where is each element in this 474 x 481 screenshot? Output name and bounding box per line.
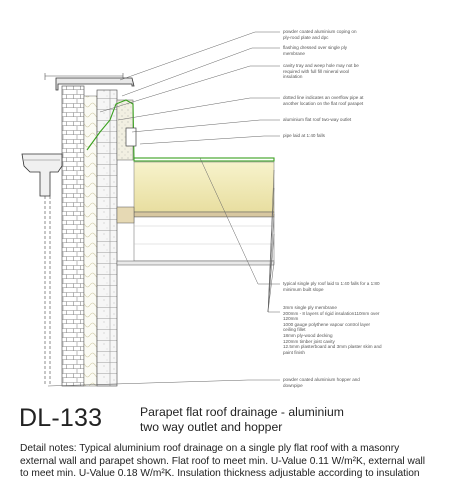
roof-outlet — [126, 128, 136, 146]
annotation-hopper: powder coated aluminium hopper and downpipe — [283, 377, 360, 388]
outer-brick-leaf — [62, 86, 84, 386]
roof-ply-deck — [134, 212, 274, 217]
detail-code: DL-133 — [19, 404, 103, 432]
annotation-buildup: 3mm single ply membrane 200mm - 8 layers of rigid insulation110mm over 120mm 1000 gauge polythene vapour control layer ceiling fillet 18mm ply-wood decking 120mm timber joist cavity 12.5mm plasterboard and 3mm plaster skim and paint finish — [283, 305, 382, 355]
hopper — [22, 154, 62, 196]
detail-notes: Detail notes: Typical aluminium roof drainage on a single ply flat roof with a masonry external wall and parapet shown. Flat roof to meet min. U-Value 0.11 W/m²K, external wall to meet min. U-Value 0.18 W/m²K. Insulation thickness adjustable according to insulation — [20, 443, 426, 480]
annotation-pipe: pipe laid at 1:40 falls — [283, 133, 325, 138]
roof-insulation — [134, 162, 274, 212]
detail-title: Parapet flat roof drainage - aluminium two way outlet and hopper — [140, 405, 344, 434]
plasterboard-ceiling — [117, 261, 274, 265]
annotation-fall: typical single ply roof laid to 1:40 falls for a 1:80 minimum built slope — [283, 281, 380, 292]
roof-joist-zone — [134, 217, 274, 261]
annotation-outlet: aluminium flat roof two-way outlet — [283, 117, 352, 122]
roof-deck-membrane — [134, 158, 274, 161]
annotation-coping: powder coated aluminium coping on ply-rood plate and dpc — [283, 29, 357, 40]
annotation-cavity-tray: cavity tray and weep hole may not be required with full fill mineral wool insulation — [283, 63, 359, 80]
inner-block-leaf — [97, 90, 117, 386]
annotation-flashing: flashing dressed over single ply membrane — [283, 45, 348, 56]
annotation-dotted-line: dotted line indicates an overflow pipe at another location on the flat roof parapet — [283, 95, 364, 106]
